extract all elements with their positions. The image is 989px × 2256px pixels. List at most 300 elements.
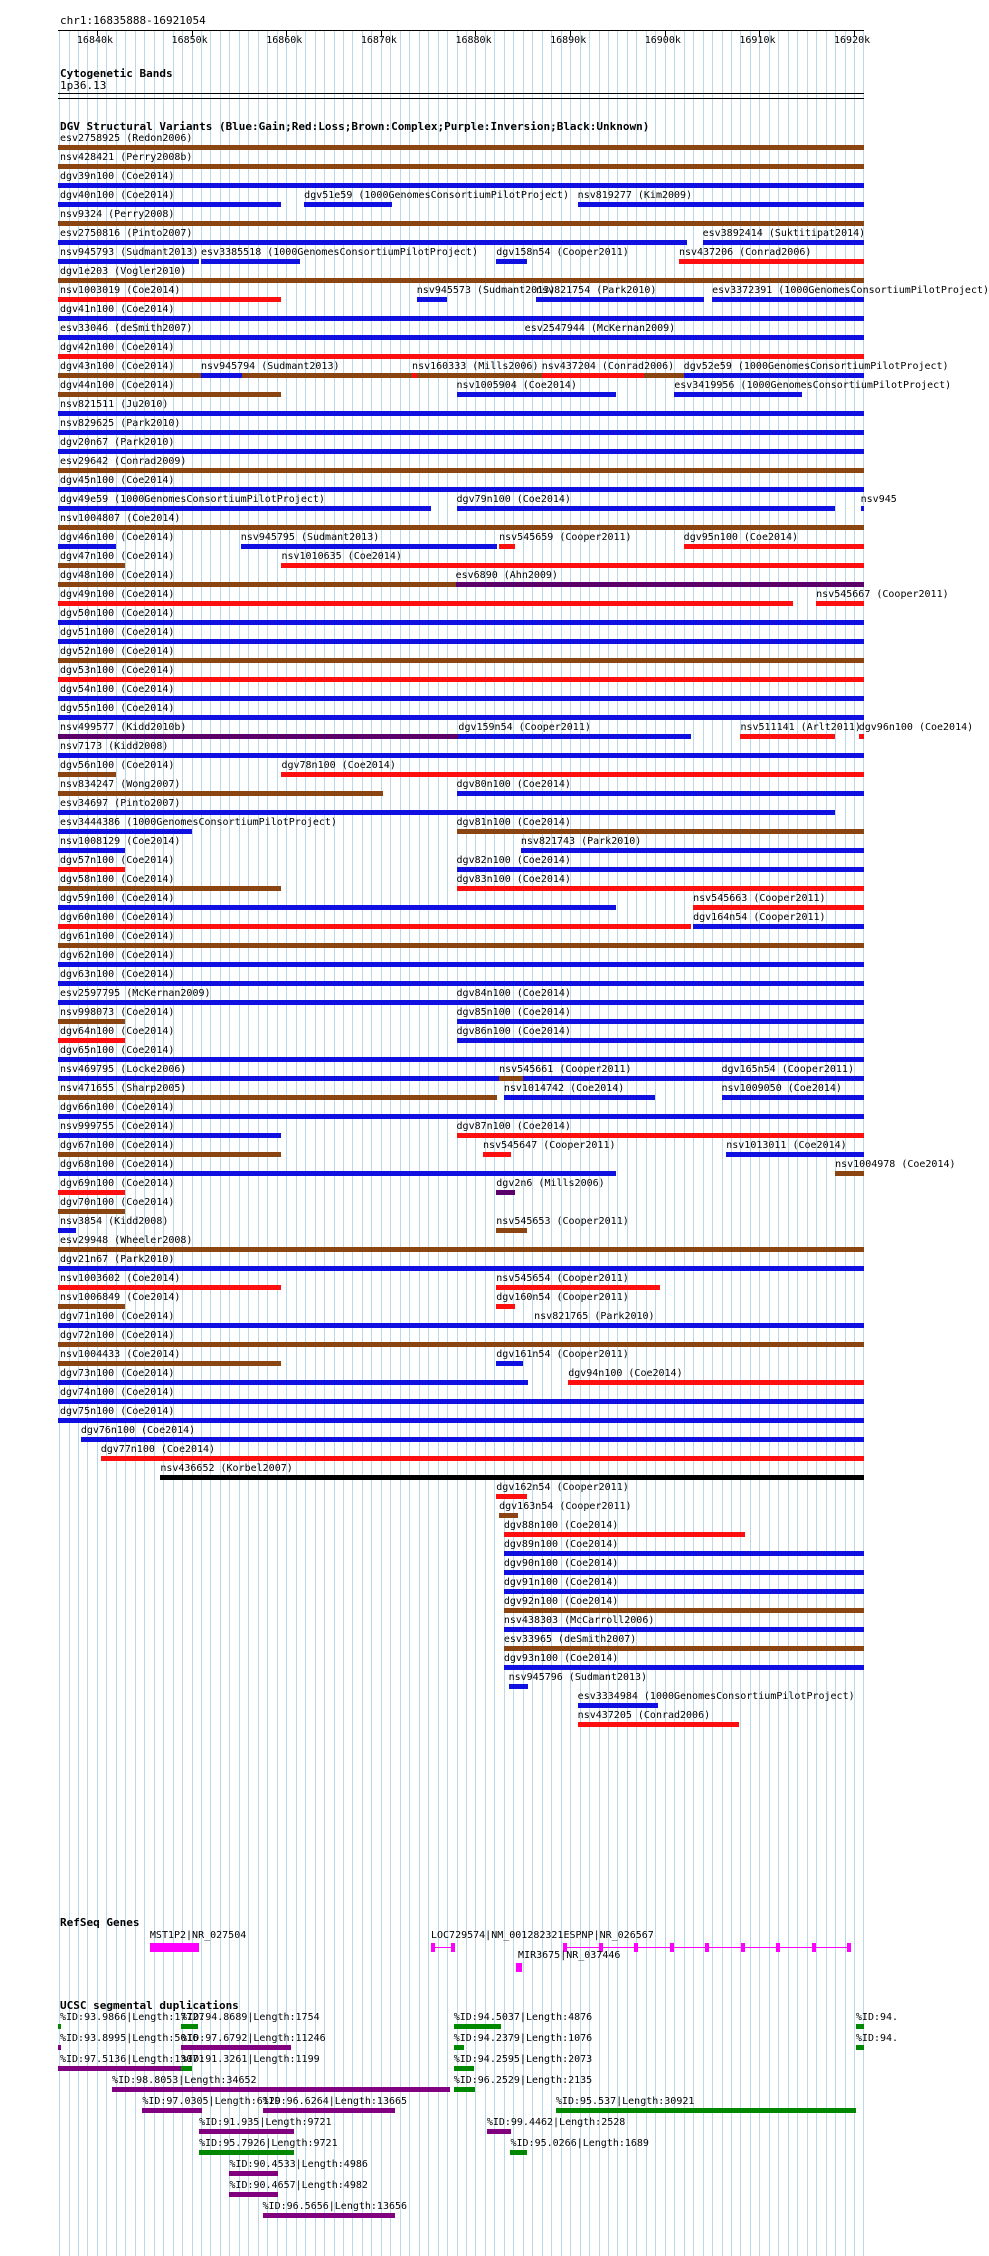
- dgv-variant-label[interactable]: dgv79n100 (Coe2014): [456, 494, 571, 505]
- dgv-variant-label[interactable]: nsv1004978 (Coe2014): [835, 1159, 956, 1170]
- dgv-variant-bar[interactable]: [674, 392, 802, 397]
- segdup-label[interactable]: %ID:94.5037|Length:4876: [453, 2012, 593, 2023]
- dgv-variant-label[interactable]: nsv511141 (Arlt2011): [740, 722, 861, 733]
- dgv-variant-label[interactable]: dgv91n100 (Coe2014): [503, 1577, 619, 1588]
- dgv-variant-bar[interactable]: [58, 259, 199, 264]
- dgv-track-title[interactable]: DGV Structural Variants (Blue:Gain;Red:Loss;Brown:Complex;Purple:Inversion;Black:Unknown): [60, 120, 650, 133]
- segdup-bar[interactable]: [856, 2024, 864, 2029]
- segdup-bar[interactable]: [263, 2108, 395, 2113]
- dgv-variant-label[interactable]: esv3385518 (1000GenomesConsortiumPilotProject): [201, 247, 478, 258]
- dgv-variant-bar[interactable]: [58, 981, 864, 986]
- dgv-variant-label[interactable]: dgv163n54 (Cooper2011): [499, 1501, 632, 1512]
- dgv-variant-bar[interactable]: [58, 791, 383, 796]
- dgv-variant-bar[interactable]: [58, 848, 125, 853]
- dgv-variant-label[interactable]: nsv3854 (Kidd2008): [60, 1216, 169, 1227]
- dgv-variant-label[interactable]: dgv88n100 (Coe2014): [503, 1520, 619, 1531]
- dgv-variant-bar[interactable]: [58, 392, 281, 397]
- segdup-bar[interactable]: [199, 2129, 294, 2134]
- dgv-variant-label[interactable]: dgv76n100 (Coe2014): [80, 1425, 196, 1436]
- dgv-variant-bar[interactable]: [58, 1209, 125, 1214]
- dgv-variant-label[interactable]: nsv9324 (Perry2008): [60, 209, 175, 220]
- dgv-variant-label[interactable]: dgv39n100 (Coe2014): [60, 171, 175, 182]
- dgv-variant-label[interactable]: dgv1e203 (Vogler2010): [60, 266, 187, 277]
- dgv-variant-bar[interactable]: [712, 297, 864, 302]
- dgv-variant-bar[interactable]: [703, 240, 864, 245]
- dgv-variant-bar[interactable]: [58, 886, 281, 891]
- dgv-variant-bar[interactable]: [496, 259, 526, 264]
- dgv-variant-label[interactable]: dgv89n100 (Coe2014): [503, 1539, 619, 1550]
- segdup-label[interactable]: %ID:93.8995|Length:5016: [60, 2033, 199, 2044]
- dgv-variant-label[interactable]: dgv62n100 (Coe2014): [60, 950, 175, 961]
- dgv-variant-bar[interactable]: [58, 924, 691, 929]
- dgv-variant-bar[interactable]: [58, 449, 864, 454]
- dgv-variant-label[interactable]: dgv158n54 (Cooper2011): [496, 247, 629, 258]
- dgv-variant-bar[interactable]: [521, 848, 864, 853]
- dgv-variant-bar[interactable]: [58, 183, 864, 188]
- dgv-variant-bar[interactable]: [304, 202, 392, 207]
- dgv-variant-bar[interactable]: [58, 164, 864, 169]
- segdup-label[interactable]: %ID:97.0305|Length:6129: [142, 2096, 281, 2107]
- dgv-variant-bar[interactable]: [496, 1228, 526, 1233]
- dgv-variant-bar[interactable]: [58, 1380, 528, 1385]
- dgv-variant-bar[interactable]: [679, 259, 864, 264]
- dgv-variant-bar[interactable]: [81, 1437, 864, 1442]
- segdup-label[interactable]: %ID:95.537|Length:30921: [555, 2096, 695, 2107]
- segdup-bar[interactable]: [510, 2150, 526, 2155]
- dgv-variant-label[interactable]: dgv67n100 (Coe2014): [60, 1140, 175, 1151]
- dgv-variant-bar[interactable]: [504, 1646, 864, 1651]
- dgv-variant-bar[interactable]: [58, 943, 864, 948]
- dgv-variant-label[interactable]: nsv436652 (Korbel2007): [160, 1463, 293, 1474]
- dgv-variant-bar[interactable]: [58, 1133, 281, 1138]
- dgv-variant-label[interactable]: nsv999755 (Coe2014): [60, 1121, 175, 1132]
- dgv-variant-label[interactable]: dgv71n100 (Coe2014): [60, 1311, 175, 1322]
- dgv-variant-label[interactable]: dgv68n100 (Coe2014): [60, 1159, 175, 1170]
- dgv-variant-label[interactable]: dgv70n100 (Coe2014): [60, 1197, 175, 1208]
- segdup-label[interactable]: %ID:99.4462|Length:2528: [486, 2117, 626, 2128]
- segdup-label[interactable]: %ID:90.4533|Length:4986: [229, 2159, 368, 2170]
- dgv-variant-label[interactable]: dgv51n100 (Coe2014): [60, 627, 175, 638]
- dgv-variant-label[interactable]: nsv437205 (Conrad2006): [577, 1710, 711, 1721]
- segdup-label[interactable]: %ID:93.9866|Length:17727: [60, 2012, 205, 2023]
- dgv-variant-bar[interactable]: [58, 772, 116, 777]
- segdup-label[interactable]: %ID:94.8689|Length:1754: [181, 2012, 320, 2023]
- segdup-label[interactable]: %ID:91.935|Length:9721: [199, 2117, 332, 2128]
- dgv-variant-bar[interactable]: [504, 1570, 864, 1575]
- segdup-bar[interactable]: [58, 2066, 185, 2071]
- dgv-variant-label[interactable]: dgv162n54 (Cooper2011): [496, 1482, 629, 1493]
- dgv-variant-label[interactable]: esv29948 (Wheeler2008): [60, 1235, 193, 1246]
- dgv-variant-bar[interactable]: [684, 544, 864, 549]
- refseq-gene-label[interactable]: MST1P2|NR_027504: [149, 1930, 247, 1941]
- dgv-variant-label[interactable]: nsv7173 (Kidd2008): [60, 741, 169, 752]
- dgv-variant-label[interactable]: dgv47n100 (Coe2014): [60, 551, 175, 562]
- dgv-variant-bar[interactable]: [458, 734, 691, 739]
- dgv-variant-bar[interactable]: [58, 468, 864, 473]
- dgv-variant-label[interactable]: dgv90n100 (Coe2014): [503, 1558, 619, 1569]
- dgv-variant-label[interactable]: esv3419956 (1000GenomesConsortiumPilotProject): [674, 380, 952, 391]
- dgv-variant-label[interactable]: dgv69n100 (Coe2014): [60, 1178, 175, 1189]
- dgv-variant-label[interactable]: esv2750816 (Pinto2007): [60, 228, 193, 239]
- dgv-variant-bar[interactable]: [504, 1095, 655, 1100]
- segdup-bar[interactable]: [556, 2108, 856, 2113]
- dgv-variant-bar[interactable]: [58, 145, 864, 150]
- dgv-variant-bar[interactable]: [499, 1076, 523, 1081]
- dgv-variant-label[interactable]: nsv1014742 (Coe2014): [503, 1083, 625, 1094]
- dgv-variant-bar[interactable]: [58, 430, 864, 435]
- dgv-variant-label[interactable]: dgv2n6 (Mills2006): [496, 1178, 605, 1189]
- dgv-variant-label[interactable]: dgv61n100 (Coe2014): [60, 931, 175, 942]
- dgv-variant-bar[interactable]: [58, 1038, 125, 1043]
- dgv-variant-bar[interactable]: [58, 1152, 281, 1157]
- dgv-variant-label[interactable]: dgv52n100 (Coe2014): [60, 646, 175, 657]
- dgv-variant-label[interactable]: dgv46n100 (Coe2014): [60, 532, 175, 543]
- dgv-variant-label[interactable]: nsv945: [860, 494, 897, 505]
- dgv-variant-bar[interactable]: [58, 715, 864, 720]
- dgv-variant-label[interactable]: dgv82n100 (Coe2014): [456, 855, 571, 866]
- refseq-track-title[interactable]: RefSeq Genes: [60, 1916, 140, 1929]
- dgv-variant-bar[interactable]: [457, 1019, 864, 1024]
- dgv-variant-bar[interactable]: [568, 1380, 864, 1385]
- dgv-variant-bar[interactable]: [201, 259, 300, 264]
- dgv-variant-label[interactable]: esv3444386 (1000GenomesConsortiumPilotProject): [60, 817, 337, 828]
- segdup-bar[interactable]: [454, 2045, 464, 2050]
- dgv-variant-bar[interactable]: [58, 525, 864, 530]
- dgv-variant-label[interactable]: esv33965 (deSmith2007): [503, 1634, 637, 1645]
- dgv-variant-label[interactable]: dgv72n100 (Coe2014): [60, 1330, 175, 1341]
- dgv-variant-bar[interactable]: [499, 544, 515, 549]
- dgv-variant-bar[interactable]: [726, 1152, 864, 1157]
- refseq-gene-label[interactable]: ESPNP|NR_026567: [563, 1930, 654, 1941]
- dgv-variant-bar[interactable]: [58, 1057, 864, 1062]
- dgv-variant-bar[interactable]: [58, 1190, 125, 1195]
- dgv-variant-label[interactable]: dgv57n100 (Coe2014): [60, 855, 175, 866]
- dgv-variant-bar[interactable]: [58, 1285, 281, 1290]
- dgv-variant-label[interactable]: nsv545654 (Cooper2011): [496, 1273, 629, 1284]
- dgv-variant-bar[interactable]: [58, 905, 616, 910]
- dgv-variant-bar[interactable]: [58, 544, 116, 549]
- dgv-variant-bar[interactable]: [504, 1551, 864, 1556]
- dgv-variant-bar[interactable]: [457, 886, 864, 891]
- dgv-variant-label[interactable]: esv3372391 (1000GenomesConsortiumPilotProject): [712, 285, 989, 296]
- dgv-variant-label[interactable]: dgv58n100 (Coe2014): [60, 874, 175, 885]
- dgv-variant-bar[interactable]: [58, 1171, 616, 1176]
- dgv-variant-bar[interactable]: [58, 620, 864, 625]
- dgv-variant-bar[interactable]: [58, 411, 864, 416]
- dgv-variant-label[interactable]: nsv834247 (Wong2007): [60, 779, 181, 790]
- dgv-variant-bar[interactable]: [417, 297, 447, 302]
- segdup-label[interactable]: %ID:98.8053|Length:34652: [112, 2075, 257, 2086]
- dgv-variant-bar[interactable]: [859, 734, 864, 739]
- dgv-variant-label[interactable]: dgv92n100 (Coe2014): [503, 1596, 619, 1607]
- dgv-variant-bar[interactable]: [496, 1361, 522, 1366]
- refseq-gene-label[interactable]: MIR3675|NR_037446: [518, 1950, 621, 1961]
- dgv-variant-bar[interactable]: [693, 905, 864, 910]
- segdup-bar[interactable]: [454, 2024, 501, 2029]
- dgv-variant-bar[interactable]: [58, 1342, 864, 1347]
- dgv-variant-label[interactable]: dgv52e59 (1000GenomesConsortiumPilotProject): [683, 361, 949, 372]
- dgv-variant-label[interactable]: dgv87n100 (Coe2014): [456, 1121, 571, 1132]
- dgv-variant-label[interactable]: nsv545659 (Cooper2011): [499, 532, 632, 543]
- dgv-variant-label[interactable]: dgv75n100 (Coe2014): [60, 1406, 175, 1417]
- dgv-variant-bar[interactable]: [457, 829, 864, 834]
- dgv-variant-label[interactable]: nsv1010635 (Coe2014): [281, 551, 402, 562]
- dgv-variant-label[interactable]: dgv86n100 (Coe2014): [456, 1026, 571, 1037]
- dgv-variant-label[interactable]: nsv545647 (Cooper2011): [483, 1140, 616, 1151]
- dgv-variant-bar[interactable]: [534, 1323, 864, 1328]
- dgv-variant-bar[interactable]: [58, 1247, 864, 1252]
- segdup-label[interactable]: %ID:95.0266|Length:1689: [510, 2138, 649, 2149]
- dgv-variant-bar[interactable]: [504, 1589, 864, 1594]
- dgv-variant-bar[interactable]: [412, 373, 417, 378]
- dgv-variant-bar[interactable]: [201, 373, 242, 378]
- dgv-variant-bar[interactable]: [58, 962, 864, 967]
- dgv-variant-bar[interactable]: [58, 221, 864, 226]
- dgv-variant-bar[interactable]: [457, 1000, 864, 1005]
- dgv-variant-label[interactable]: nsv545663 (Cooper2011): [693, 893, 826, 904]
- dgv-variant-bar[interactable]: [457, 791, 864, 796]
- dgv-variant-bar[interactable]: [499, 1513, 518, 1518]
- dgv-variant-bar[interactable]: [509, 1684, 529, 1689]
- dgv-variant-label[interactable]: esv29642 (Conrad2009): [60, 456, 187, 467]
- dgv-variant-bar[interactable]: [58, 867, 125, 872]
- dgv-variant-bar[interactable]: [722, 1095, 864, 1100]
- segdup-bar[interactable]: [229, 2171, 277, 2176]
- dgv-variant-bar[interactable]: [496, 1285, 660, 1290]
- dgv-variant-label[interactable]: nsv428421 (Perry2008b): [60, 152, 193, 163]
- dgv-variant-bar[interactable]: [281, 563, 864, 568]
- segdup-bar[interactable]: [58, 2024, 61, 2029]
- dgv-variant-bar[interactable]: [578, 202, 864, 207]
- dgv-variant-label[interactable]: dgv42n100 (Coe2014): [60, 342, 175, 353]
- dgv-variant-bar[interactable]: [58, 240, 687, 245]
- dgv-variant-label[interactable]: dgv81n100 (Coe2014): [456, 817, 571, 828]
- dgv-variant-bar[interactable]: [58, 1361, 281, 1366]
- dgv-variant-label[interactable]: nsv160333 (Mills2006): [412, 361, 539, 372]
- dgv-variant-label[interactable]: dgv63n100 (Coe2014): [60, 969, 175, 980]
- segdup-label[interactable]: %ID:94.: [855, 2033, 899, 2044]
- dgv-variant-label[interactable]: dgv93n100 (Coe2014): [503, 1653, 619, 1664]
- dgv-variant-bar[interactable]: [58, 563, 125, 568]
- segdup-bar[interactable]: [229, 2192, 277, 2197]
- dgv-variant-label[interactable]: dgv51e59 (1000GenomesConsortiumPilotProject): [304, 190, 570, 201]
- dgv-variant-bar[interactable]: [816, 601, 864, 606]
- segdup-label[interactable]: %ID:97.5136|Length:13071: [60, 2054, 205, 2065]
- dgv-variant-label[interactable]: dgv59n100 (Coe2014): [60, 893, 175, 904]
- dgv-variant-label[interactable]: esv3334984 (1000GenomesConsortiumPilotProject): [577, 1691, 855, 1702]
- dgv-variant-label[interactable]: nsv437204 (Conrad2006): [541, 361, 675, 372]
- dgv-variant-bar[interactable]: [58, 677, 864, 682]
- segdup-label[interactable]: %ID:97.6792|Length:11246: [181, 2033, 326, 2044]
- dgv-variant-label[interactable]: dgv74n100 (Coe2014): [60, 1387, 175, 1398]
- dgv-variant-label[interactable]: dgv56n100 (Coe2014): [60, 760, 175, 771]
- dgv-variant-bar[interactable]: [504, 1627, 864, 1632]
- dgv-variant-label[interactable]: dgv49n100 (Coe2014): [60, 589, 175, 600]
- dgv-variant-label[interactable]: dgv45n100 (Coe2014): [60, 475, 175, 486]
- segdup-label[interactable]: %ID:95.7926|Length:9721: [199, 2138, 338, 2149]
- dgv-variant-label[interactable]: dgv44n100 (Coe2014): [60, 380, 175, 391]
- dgv-variant-label[interactable]: nsv469795 (Locke2006): [60, 1064, 187, 1075]
- dgv-variant-label[interactable]: dgv78n100 (Coe2014): [281, 760, 396, 771]
- dgv-variant-label[interactable]: dgv165n54 (Cooper2011): [721, 1064, 854, 1075]
- dgv-variant-bar[interactable]: [58, 1095, 497, 1100]
- dgv-variant-label[interactable]: dgv66n100 (Coe2014): [60, 1102, 175, 1113]
- segdup-label[interactable]: %ID:91.3261|Length:1199: [181, 2054, 320, 2065]
- segdup-label[interactable]: %ID:90.4657|Length:4982: [229, 2180, 368, 2191]
- dgv-variant-label[interactable]: nsv1003019 (Coe2014): [60, 285, 181, 296]
- dgv-variant-label[interactable]: nsv821743 (Park2010): [520, 836, 642, 847]
- dgv-variant-label[interactable]: dgv60n100 (Coe2014): [60, 912, 175, 923]
- segdup-label[interactable]: %ID:94.2379|Length:1076: [453, 2033, 593, 2044]
- dgv-variant-label[interactable]: dgv73n100 (Coe2014): [60, 1368, 175, 1379]
- dgv-variant-label[interactable]: dgv83n100 (Coe2014): [456, 874, 571, 885]
- dgv-variant-label[interactable]: esv34697 (Pinto2007): [60, 798, 181, 809]
- segdup-bar[interactable]: [454, 2066, 474, 2071]
- dgv-variant-label[interactable]: dgv50n100 (Coe2014): [60, 608, 175, 619]
- dgv-variant-label[interactable]: nsv1013011 (Coe2014): [726, 1140, 847, 1151]
- dgv-variant-bar[interactable]: [58, 1304, 125, 1309]
- dgv-variant-label[interactable]: dgv161n54 (Cooper2011): [496, 1349, 629, 1360]
- dgv-variant-bar[interactable]: [160, 1475, 864, 1480]
- dgv-variant-bar[interactable]: [525, 335, 864, 340]
- dgv-variant-label[interactable]: dgv94n100 (Coe2014): [568, 1368, 683, 1379]
- segdup-bar[interactable]: [181, 2024, 198, 2029]
- dgv-variant-bar[interactable]: [496, 1190, 515, 1195]
- dgv-variant-label[interactable]: nsv1008129 (Coe2014): [60, 836, 181, 847]
- segdup-label[interactable]: %ID:94.: [855, 2012, 899, 2023]
- dgv-variant-bar[interactable]: [58, 658, 864, 663]
- dgv-variant-bar[interactable]: [58, 316, 864, 321]
- segdup-label[interactable]: %ID:96.2529|Length:2135: [453, 2075, 593, 2086]
- dgv-variant-bar[interactable]: [578, 1703, 658, 1708]
- segdup-bar[interactable]: [454, 2087, 475, 2092]
- dgv-variant-label[interactable]: dgv96n100 (Coe2014): [858, 722, 974, 733]
- dgv-variant-label[interactable]: dgv53n100 (Coe2014): [60, 665, 175, 676]
- dgv-variant-label[interactable]: nsv821754 (Park2010): [536, 285, 657, 296]
- dgv-variant-label[interactable]: esv6890 (Ahn2009): [455, 570, 558, 581]
- dgv-variant-label[interactable]: dgv77n100 (Coe2014): [100, 1444, 216, 1455]
- dgv-variant-bar[interactable]: [58, 1019, 125, 1024]
- dgv-variant-bar[interactable]: [457, 1133, 864, 1138]
- dgv-variant-bar[interactable]: [58, 1266, 864, 1271]
- dgv-variant-label[interactable]: nsv945795 (Sudmant2013): [240, 532, 380, 543]
- dgv-variant-bar[interactable]: [578, 1722, 739, 1727]
- dgv-variant-bar[interactable]: [693, 924, 864, 929]
- dgv-variant-label[interactable]: dgv43n100 (Coe2014): [60, 361, 175, 372]
- dgv-variant-label[interactable]: nsv821765 (Park2010): [534, 1311, 655, 1322]
- dgv-variant-label[interactable]: nsv1009050 (Coe2014): [721, 1083, 842, 1094]
- dgv-variant-bar[interactable]: [58, 354, 864, 359]
- dgv-variant-bar[interactable]: [504, 1532, 745, 1537]
- dgv-variant-label[interactable]: nsv545667 (Cooper2011): [816, 589, 949, 600]
- dgv-variant-bar[interactable]: [542, 373, 644, 378]
- dgv-variant-label[interactable]: dgv64n100 (Coe2014): [60, 1026, 175, 1037]
- dgv-variant-label[interactable]: dgv21n67 (Park2010): [60, 1254, 175, 1265]
- segdup-bar[interactable]: [181, 2066, 192, 2071]
- dgv-variant-bar[interactable]: [58, 734, 458, 739]
- dgv-variant-bar[interactable]: [58, 202, 281, 207]
- dgv-variant-label[interactable]: dgv85n100 (Coe2014): [456, 1007, 571, 1018]
- dgv-variant-bar[interactable]: [58, 601, 793, 606]
- dgv-variant-bar[interactable]: [496, 1304, 515, 1309]
- dgv-variant-label[interactable]: nsv438303 (McCarroll2006): [503, 1615, 655, 1626]
- dgv-variant-label[interactable]: nsv437206 (Conrad2006): [678, 247, 812, 258]
- dgv-variant-bar[interactable]: [241, 544, 497, 549]
- dgv-variant-bar[interactable]: [58, 696, 864, 701]
- dgv-variant-bar[interactable]: [58, 810, 835, 815]
- segdup-bar[interactable]: [58, 2045, 61, 2050]
- dgv-variant-label[interactable]: nsv499577 (Kidd2010b): [60, 722, 187, 733]
- dgv-variant-label[interactable]: dgv54n100 (Coe2014): [60, 684, 175, 695]
- dgv-variant-label[interactable]: esv2597795 (McKernan2009): [60, 988, 211, 999]
- dgv-variant-label[interactable]: dgv80n100 (Coe2014): [456, 779, 571, 790]
- dgv-variant-label[interactable]: nsv821511 (Ju2010): [60, 399, 169, 410]
- dgv-variant-bar[interactable]: [496, 1494, 526, 1499]
- segdup-bar[interactable]: [112, 2087, 450, 2092]
- dgv-variant-label[interactable]: dgv48n100 (Coe2014): [60, 570, 175, 581]
- cytoband-track-title[interactable]: Cytogenetic Bands: [60, 67, 173, 80]
- segdup-track-title[interactable]: UCSC segmental duplications: [60, 1999, 239, 2012]
- dgv-variant-bar[interactable]: [58, 753, 864, 758]
- dgv-variant-bar[interactable]: [58, 1114, 864, 1119]
- dgv-variant-label[interactable]: dgv65n100 (Coe2014): [60, 1045, 175, 1056]
- dgv-variant-label[interactable]: nsv945794 (Sudmant2013): [201, 361, 340, 372]
- dgv-variant-bar[interactable]: [835, 1171, 864, 1176]
- dgv-variant-bar[interactable]: [684, 373, 864, 378]
- dgv-variant-label[interactable]: dgv159n54 (Cooper2011): [458, 722, 591, 733]
- dgv-variant-bar[interactable]: [457, 506, 836, 511]
- dgv-variant-bar[interactable]: [58, 1399, 864, 1404]
- dgv-variant-label[interactable]: nsv1003602 (Coe2014): [60, 1273, 181, 1284]
- dgv-variant-label[interactable]: dgv20n67 (Park2010): [60, 437, 175, 448]
- dgv-variant-label[interactable]: nsv998073 (Coe2014): [60, 1007, 175, 1018]
- dgv-variant-label[interactable]: dgv95n100 (Coe2014): [683, 532, 799, 543]
- dgv-variant-bar[interactable]: [58, 297, 281, 302]
- dgv-variant-label[interactable]: nsv545653 (Cooper2011): [496, 1216, 629, 1227]
- segdup-bar[interactable]: [487, 2129, 512, 2134]
- dgv-variant-label[interactable]: esv2547944 (McKernan2009): [524, 323, 676, 334]
- dgv-variant-bar[interactable]: [58, 639, 864, 644]
- segdup-bar[interactable]: [199, 2150, 294, 2155]
- segdup-label[interactable]: %ID:94.2595|Length:2073: [453, 2054, 593, 2065]
- dgv-variant-bar[interactable]: [861, 506, 864, 511]
- dgv-variant-label[interactable]: nsv545661 (Cooper2011): [499, 1064, 632, 1075]
- dgv-variant-label[interactable]: nsv1004807 (Coe2014): [60, 513, 181, 524]
- dgv-variant-bar[interactable]: [281, 772, 864, 777]
- dgv-variant-label[interactable]: dgv41n100 (Coe2014): [60, 304, 175, 315]
- dgv-variant-bar[interactable]: [457, 1038, 864, 1043]
- dgv-variant-bar[interactable]: [722, 1076, 864, 1081]
- dgv-variant-bar[interactable]: [58, 1228, 76, 1233]
- dgv-variant-bar[interactable]: [536, 297, 704, 302]
- dgv-variant-bar[interactable]: [58, 278, 864, 283]
- dgv-variant-bar[interactable]: [740, 734, 835, 739]
- dgv-variant-bar[interactable]: [483, 1152, 511, 1157]
- dgv-variant-bar[interactable]: [58, 506, 431, 511]
- dgv-variant-bar[interactable]: [58, 829, 192, 834]
- dgv-variant-label[interactable]: nsv1004433 (Coe2014): [60, 1349, 181, 1360]
- dgv-variant-label[interactable]: esv33046 (deSmith2007): [60, 323, 193, 334]
- dgv-variant-label[interactable]: esv2758925 (Redon2006): [60, 133, 193, 144]
- dgv-variant-label[interactable]: dgv160n54 (Cooper2011): [496, 1292, 629, 1303]
- dgv-variant-label[interactable]: nsv819277 (Kim2009): [577, 190, 693, 201]
- refseq-gene-label[interactable]: LOC729574|NM_001282321: [430, 1930, 564, 1941]
- dgv-variant-bar[interactable]: [58, 1418, 864, 1423]
- segdup-bar[interactable]: [181, 2045, 291, 2050]
- dgv-variant-bar[interactable]: [504, 1608, 864, 1613]
- dgv-variant-label[interactable]: nsv945793 (Sudmant2013): [60, 247, 199, 258]
- dgv-variant-label[interactable]: nsv945573 (Sudmant2013): [416, 285, 556, 296]
